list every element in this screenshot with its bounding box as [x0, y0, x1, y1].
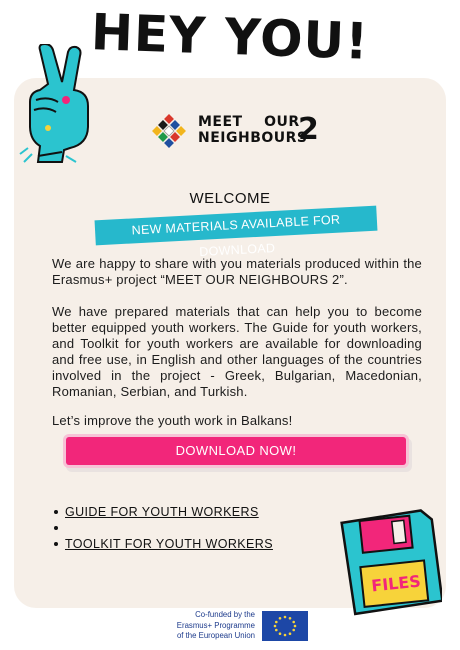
- funding-line-2: Erasmus+ Programme: [176, 620, 255, 630]
- funding-line-1: Co-funded by the: [195, 610, 255, 619]
- download-now-button[interactable]: DOWNLOAD NOW!: [66, 437, 406, 465]
- logo-text: [198, 114, 308, 146]
- logo-line-2: NEIGHBOURS: [198, 130, 308, 146]
- eu-flag-icon: [262, 611, 308, 641]
- logo-mark-icon: [148, 110, 190, 152]
- list-item: [50, 520, 273, 536]
- logo-number: 2: [298, 112, 319, 147]
- peace-hand-icon: [18, 44, 110, 164]
- materials-paragraph: We have prepared materials that can help you to become better equipped youth workers. The Guide for youth workers, and Toolkit for youth workers are available for downloading and free use, in English and other languages of the countries involved in the project - Greek, Bulgarian, Macedonian, Romanian, Serbian, and Turkish.: [52, 304, 422, 399]
- funding-text: [160, 610, 255, 642]
- download-links-list: [50, 504, 273, 552]
- list-item: [50, 536, 273, 552]
- floppy-disk-icon: [338, 508, 442, 616]
- new-materials-banner: NEW MATERIALS AVAILABLE FOR DOWNLOAD: [95, 206, 378, 246]
- intro-paragraph: We are happy to share with you materials produced within the Erasmus+ project “MEET OUR NEIGHBOURS 2”.: [52, 256, 422, 287]
- toolkit-link[interactable]: TOOLKIT FOR YOUTH WORKERS: [65, 537, 273, 551]
- funding-line-3: of the European Union: [176, 631, 255, 640]
- welcome-heading: WELCOME: [189, 190, 271, 207]
- project-logo: [148, 106, 328, 164]
- funding-notice: [160, 610, 310, 644]
- list-item: [50, 504, 273, 520]
- floppy-label: FILES: [370, 571, 422, 596]
- closing-paragraph: Let’s improve the youth work in Balkans!: [52, 413, 293, 428]
- logo-line-1: MEET OUR: [198, 114, 300, 130]
- headline: HEY YOU!: [90, 3, 370, 71]
- guide-link[interactable]: GUIDE FOR YOUTH WORKERS: [65, 505, 259, 519]
